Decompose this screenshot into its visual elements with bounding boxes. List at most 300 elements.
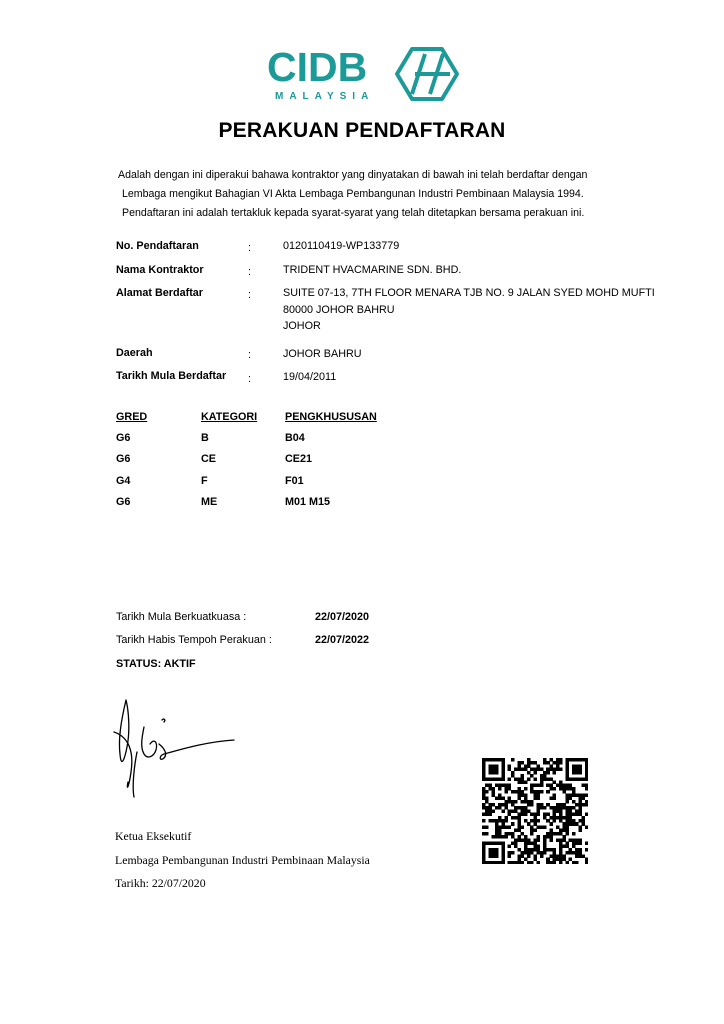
qr-module: [514, 829, 518, 833]
qr-module: [527, 777, 531, 781]
qr-module: [566, 758, 570, 762]
qr-module: [524, 848, 528, 852]
registration-no-label: No. Pendaftaran: [116, 240, 199, 252]
qr-module: [495, 848, 499, 852]
qr-module: [524, 780, 528, 784]
qr-module: [485, 797, 489, 801]
intro-line: Pendaftaran ini adalah tertakluk kepada syarat-syarat yang telah ditetapkan bersama perakuan ini.: [122, 207, 585, 219]
qr-module: [482, 854, 486, 858]
qr-module: [553, 858, 557, 862]
qr-module: [559, 816, 563, 820]
qr-module: [540, 780, 544, 784]
qr-module: [559, 819, 563, 823]
qr-module: [495, 806, 499, 810]
qr-module: [492, 851, 496, 855]
qr-module: [569, 851, 573, 855]
qr-module: [540, 803, 544, 807]
qr-module: [559, 784, 563, 788]
qr-module: [533, 790, 537, 794]
qr-module: [521, 832, 525, 836]
qr-module: [517, 777, 521, 781]
qr-module: [578, 797, 582, 801]
qr-module: [514, 800, 518, 804]
qr-module: [543, 845, 547, 849]
qr-module: [482, 848, 486, 852]
qr-module: [511, 774, 515, 778]
qr-module: [501, 835, 505, 839]
qr-module: [498, 832, 502, 836]
qr-module: [559, 803, 563, 807]
qr-module: [556, 803, 560, 807]
table-cell: G4: [116, 475, 131, 487]
organisation-name: Lembaga Pembangunan Industri Pembinaan Malaysia: [115, 853, 370, 867]
qr-module: [524, 764, 528, 768]
qr-module: [501, 854, 505, 858]
qr-module: [556, 768, 560, 772]
qr-module: [527, 800, 531, 804]
qr-module: [514, 816, 518, 820]
qr-module: [524, 809, 528, 813]
qr-module: [533, 845, 537, 849]
qr-module: [553, 797, 557, 801]
qr-module: [511, 851, 515, 855]
qr-module: [566, 784, 570, 788]
qr-module: [585, 813, 588, 817]
qr-module: [585, 861, 588, 864]
qr-module: [540, 851, 544, 855]
qr-module: [530, 832, 534, 836]
qr-module: [537, 793, 541, 797]
qr-module: [511, 842, 515, 846]
qr-module: [482, 771, 486, 775]
qr-module: [575, 861, 579, 864]
qr-module: [530, 774, 534, 778]
qr-module: [517, 835, 521, 839]
qr-module: [524, 800, 528, 804]
qr-module: [575, 768, 579, 772]
qr-module: [485, 758, 489, 762]
qr-module: [495, 842, 499, 846]
qr-module: [553, 768, 557, 772]
qr-module: [501, 768, 505, 772]
qr-module: [485, 825, 489, 829]
qr-module: [537, 838, 541, 842]
qr-module: [482, 851, 486, 855]
qr-module: [537, 790, 541, 794]
qr-module: [501, 797, 505, 801]
qr-module: [575, 842, 579, 846]
qr-module: [485, 790, 489, 794]
qr-module: [492, 764, 496, 768]
qr-module: [517, 861, 521, 864]
qr-module: [566, 829, 570, 833]
qr-module: [492, 777, 496, 781]
qr-module: [482, 793, 486, 797]
qr-module: [508, 768, 512, 772]
qr-module: [482, 761, 486, 765]
colon: :: [248, 373, 251, 385]
status-text: STATUS: AKTIF: [116, 658, 196, 670]
qr-module: [546, 761, 550, 765]
qr-module: [569, 793, 573, 797]
intro-paragraph: [118, 166, 618, 223]
qr-module: [569, 848, 573, 852]
qr-module: [553, 832, 557, 836]
qr-module: [501, 858, 505, 862]
qr-module: [546, 803, 550, 807]
qr-module: [521, 861, 525, 864]
qr-module: [492, 803, 496, 807]
qr-module: [498, 793, 502, 797]
qr-module: [488, 842, 492, 846]
qr-module: [585, 771, 588, 775]
qr-module: [514, 845, 518, 849]
qr-module: [511, 800, 515, 804]
qr-module: [556, 764, 560, 768]
qr-module: [556, 858, 560, 862]
qr-module: [569, 858, 573, 862]
qr-module: [537, 848, 541, 852]
qr-module: [553, 861, 557, 864]
qr-module: [533, 854, 537, 858]
qr-module: [530, 819, 534, 823]
qr-module: [527, 861, 531, 864]
qr-module: [530, 842, 534, 846]
qr-module: [546, 768, 550, 772]
qr-module: [514, 861, 518, 864]
qr-module: [530, 803, 534, 807]
table-cell: B: [201, 432, 209, 444]
qr-module: [501, 784, 505, 788]
qr-module: [553, 780, 557, 784]
qr-module: [533, 761, 537, 765]
qr-module: [508, 825, 512, 829]
qr-module: [566, 761, 570, 765]
qr-module: [498, 816, 502, 820]
qr-module: [559, 861, 563, 864]
qr-module: [530, 851, 534, 855]
qr-module: [575, 851, 579, 855]
qr-module: [546, 858, 550, 862]
qr-module: [575, 822, 579, 826]
address-value: [283, 285, 655, 335]
qr-module: [492, 793, 496, 797]
qr-module: [517, 816, 521, 820]
qr-module: [572, 819, 576, 823]
qr-module: [517, 819, 521, 823]
qr-module: [485, 809, 489, 813]
qr-module: [569, 784, 573, 788]
address-line: SUITE 07-13, 7TH FLOOR MENARA TJB NO. 9 JALAN SYED MOHD MUFTI: [283, 287, 655, 299]
qr-module: [514, 806, 518, 810]
qr-module: [562, 803, 566, 807]
qr-module: [566, 819, 570, 823]
qr-module: [492, 819, 496, 823]
qr-module: [572, 838, 576, 842]
qr-module: [508, 787, 512, 791]
qr-module: [556, 806, 560, 810]
intro-line: Lembaga mengikut Bahagian VI Akta Lembaga Pembangunan Industri Pembinaan Malaysia 1994.: [122, 188, 584, 200]
qr-module: [585, 784, 588, 788]
qr-module: [495, 784, 499, 788]
qr-module: [582, 793, 586, 797]
qr-module: [530, 825, 534, 829]
qr-module: [578, 777, 582, 781]
qr-module: [533, 777, 537, 781]
qr-module: [492, 809, 496, 813]
qr-module: [585, 848, 588, 852]
qr-module: [533, 829, 537, 833]
qr-code-icon: [482, 758, 588, 864]
qr-module: [517, 822, 521, 826]
qr-module: [508, 777, 512, 781]
qr-module: [488, 851, 492, 855]
qr-module: [492, 842, 496, 846]
qr-module: [562, 787, 566, 791]
qr-module: [559, 809, 563, 813]
qr-module: [559, 758, 563, 762]
qr-module: [533, 822, 537, 826]
qr-module: [533, 819, 537, 823]
qr-module: [575, 813, 579, 817]
qr-module: [537, 851, 541, 855]
colon: :: [248, 242, 251, 254]
qr-module: [537, 797, 541, 801]
qr-module: [485, 800, 489, 804]
qr-module: [488, 854, 492, 858]
qr-module: [527, 809, 531, 813]
qr-module: [498, 861, 502, 864]
qr-module: [549, 777, 553, 781]
qr-module: [508, 809, 512, 813]
qr-module: [572, 822, 576, 826]
qr-module: [562, 858, 566, 862]
qr-module: [498, 784, 502, 788]
qr-module: [543, 825, 547, 829]
qr-module: [585, 768, 588, 772]
qr-module: [485, 842, 489, 846]
effective-date-label: Tarikh Mula Berkuatkuasa :: [116, 611, 247, 623]
qr-module: [546, 790, 550, 794]
qr-module: [495, 819, 499, 823]
qr-module: [524, 858, 528, 862]
qr-module: [582, 816, 586, 820]
qr-module: [585, 800, 588, 804]
colon: :: [248, 349, 251, 361]
qr-module: [553, 819, 557, 823]
qr-module: [514, 768, 518, 772]
qr-module: [521, 825, 525, 829]
qr-module: [543, 813, 547, 817]
qr-module: [524, 851, 528, 855]
qr-module: [566, 822, 570, 826]
qr-module: [556, 832, 560, 836]
qr-module: [578, 829, 582, 833]
qr-module: [559, 842, 563, 846]
qr-module: [585, 777, 588, 781]
qr-module: [549, 758, 553, 762]
qr-module: [501, 758, 505, 762]
qr-module: [524, 797, 528, 801]
qr-module: [575, 771, 579, 775]
qr-module: [578, 838, 582, 842]
qr-module: [578, 848, 582, 852]
qr-module: [492, 835, 496, 839]
qr-module: [566, 764, 570, 768]
qr-module: [485, 784, 489, 788]
address-line: 80000 JOHOR BAHRU: [283, 303, 395, 316]
table-cell: B04: [285, 432, 305, 444]
qr-module: [482, 845, 486, 849]
table-cell: G6: [116, 496, 131, 508]
qr-module: [549, 816, 553, 820]
qr-module: [492, 854, 496, 858]
qr-module: [501, 777, 505, 781]
qr-module: [578, 758, 582, 762]
qr-module: [521, 854, 525, 858]
qr-module: [566, 813, 570, 817]
qr-module: [501, 861, 505, 864]
qr-module: [575, 758, 579, 762]
qr-module: [543, 758, 547, 762]
qr-module: [578, 764, 582, 768]
effective-date-value: 22/07/2020: [315, 611, 370, 623]
qr-module: [549, 832, 553, 836]
qr-module: [517, 838, 521, 842]
qr-module: [537, 803, 541, 807]
qr-module: [572, 845, 576, 849]
qr-module: [572, 787, 576, 791]
qr-module: [514, 790, 518, 794]
qr-module: [562, 854, 566, 858]
qr-module: [562, 784, 566, 788]
qr-module: [530, 800, 534, 804]
qr-module: [569, 838, 573, 842]
qr-module: [553, 787, 557, 791]
qr-module: [540, 777, 544, 781]
qr-module: [582, 758, 586, 762]
qr-module: [585, 858, 588, 862]
qr-module: [533, 816, 537, 820]
qr-module: [504, 784, 508, 788]
qr-module: [504, 819, 508, 823]
qr-module: [508, 832, 512, 836]
qr-module: [572, 790, 576, 794]
qr-module: [511, 771, 515, 775]
qr-module: [585, 758, 588, 762]
grade-header: GRED: [116, 411, 148, 423]
qr-module: [511, 861, 515, 864]
qr-module: [533, 842, 537, 846]
qr-module: [495, 771, 499, 775]
qr-module: [488, 784, 492, 788]
qr-module: [517, 813, 521, 817]
qr-module: [559, 851, 563, 855]
qr-module: [582, 822, 586, 826]
qr-module: [482, 797, 486, 801]
qr-module: [530, 768, 534, 772]
qr-module: [549, 806, 553, 810]
qr-module: [537, 825, 541, 829]
qr-module: [527, 842, 531, 846]
signatory-position: Ketua Eksekutif: [115, 829, 192, 843]
qr-module: [521, 774, 525, 778]
qr-module: [488, 848, 492, 852]
qr-module: [492, 790, 496, 794]
qr-module: [517, 768, 521, 772]
table-cell: G6: [116, 432, 131, 444]
qr-module: [533, 768, 537, 772]
qr-module: [556, 854, 560, 858]
qr-module: [527, 758, 531, 762]
qr-module: [540, 774, 544, 778]
qr-module: [504, 835, 508, 839]
qr-module: [553, 848, 557, 852]
qr-module: [559, 813, 563, 817]
qr-module: [530, 790, 534, 794]
page-title: PERAKUAN PENDAFTARAN: [218, 119, 506, 142]
qr-module: [501, 764, 505, 768]
logo-subtext: MALAYSIA: [275, 91, 375, 102]
qr-module: [566, 768, 570, 772]
qr-module: [562, 845, 566, 849]
qr-module: [492, 787, 496, 791]
qr-module: [485, 806, 489, 810]
qr-module: [578, 771, 582, 775]
qr-module: [566, 771, 570, 775]
qr-module: [495, 777, 499, 781]
qr-module: [566, 845, 570, 849]
qr-module: [527, 803, 531, 807]
qr-module: [582, 797, 586, 801]
qr-module: [572, 777, 576, 781]
colon: :: [248, 266, 251, 278]
qr-module: [537, 819, 541, 823]
qr-module: [495, 829, 499, 833]
qr-module: [482, 813, 486, 817]
qr-module: [559, 858, 563, 862]
district-value: JOHOR BAHRU: [283, 348, 362, 360]
qr-module: [540, 806, 544, 810]
qr-module: [553, 793, 557, 797]
qr-module: [488, 813, 492, 817]
qr-module: [537, 784, 541, 788]
qr-module: [508, 813, 512, 817]
qr-module: [537, 768, 541, 772]
qr-module: [517, 761, 521, 765]
qr-module: [517, 780, 521, 784]
qr-module: [482, 774, 486, 778]
qr-module: [498, 835, 502, 839]
qr-module: [495, 861, 499, 864]
qr-module: [530, 813, 534, 817]
qr-module: [566, 797, 570, 801]
colon: :: [248, 289, 251, 301]
qr-module: [559, 761, 563, 765]
qr-module: [537, 806, 541, 810]
qr-module: [572, 764, 576, 768]
qr-module: [585, 793, 588, 797]
qr-module: [575, 764, 579, 768]
qr-module: [504, 816, 508, 820]
qr-module: [543, 771, 547, 775]
qr-module: [521, 777, 525, 781]
qr-module: [488, 771, 492, 775]
qr-module: [572, 813, 576, 817]
qr-module: [585, 764, 588, 768]
qr-module: [527, 761, 531, 765]
qr-module: [556, 809, 560, 813]
